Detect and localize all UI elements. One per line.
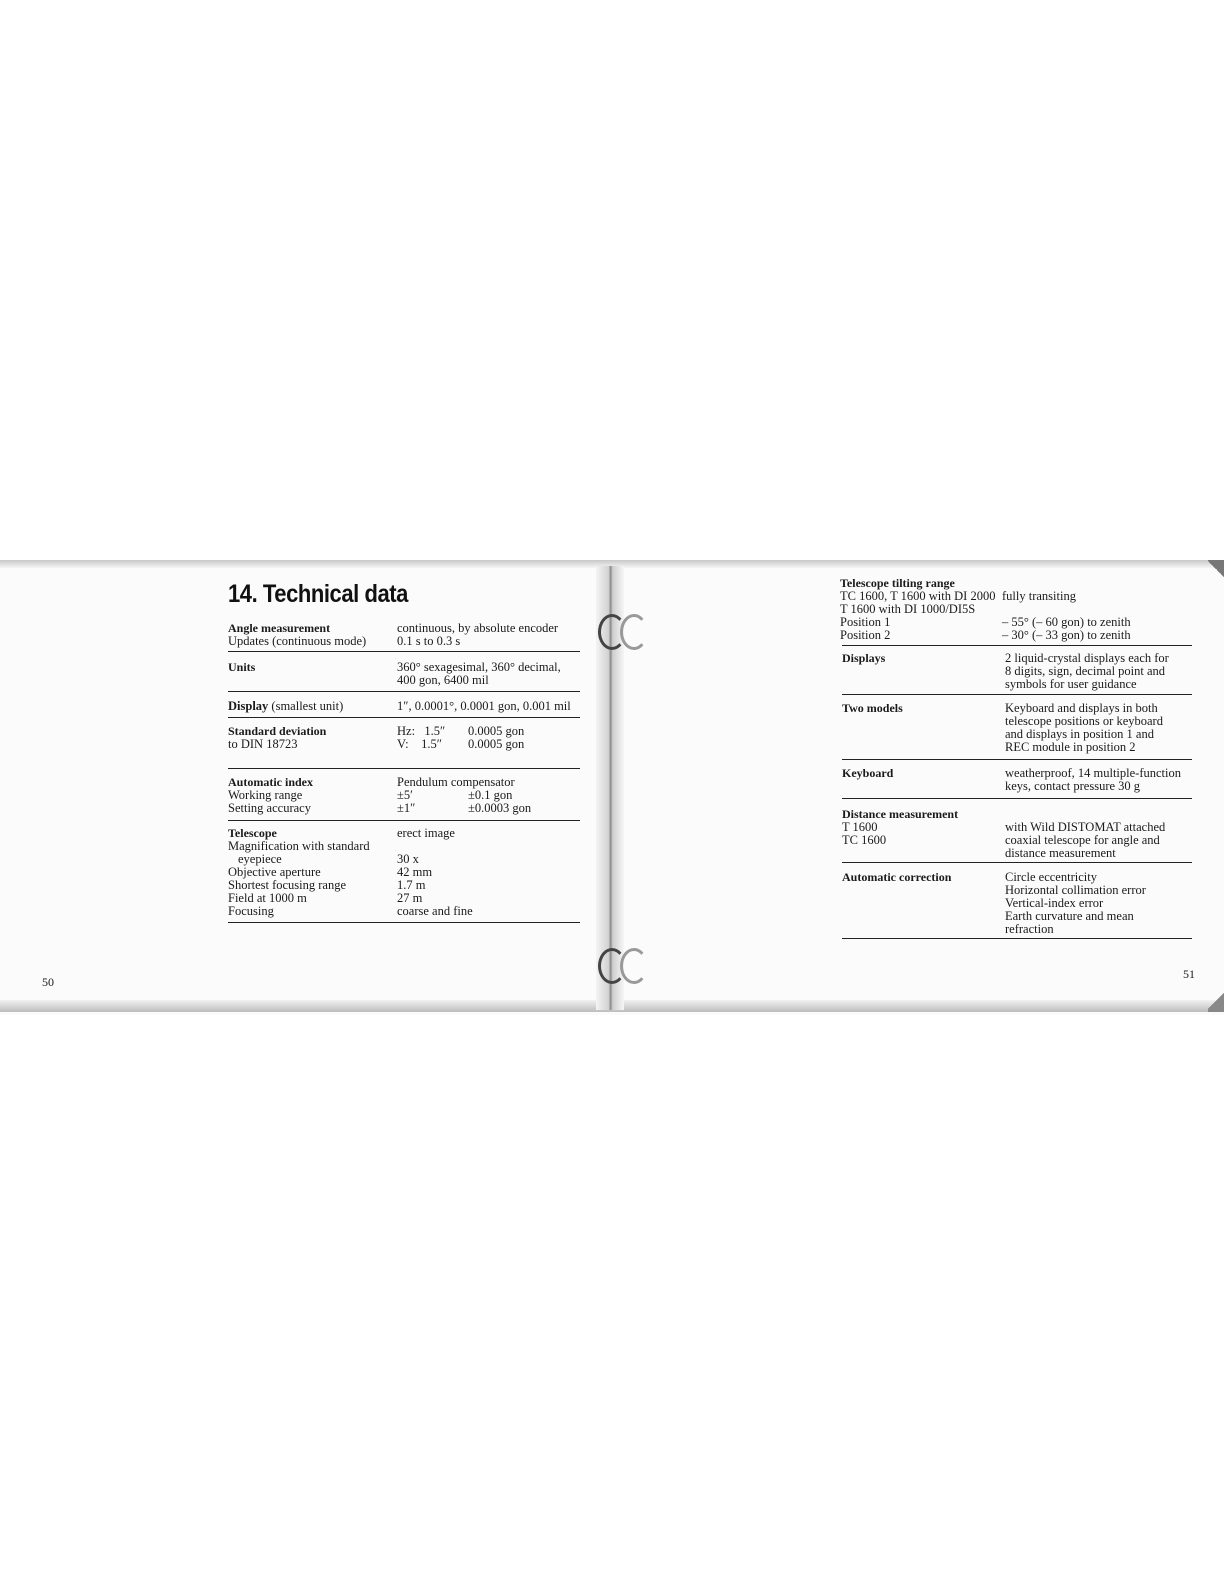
divider xyxy=(228,651,580,652)
spec-label xyxy=(228,700,343,713)
spec-value: V: 1.5″ xyxy=(397,737,442,751)
spec-value: with Wild DISTOMAT attached xyxy=(1005,820,1166,834)
spec-value: keys, contact pressure 30 g xyxy=(1005,779,1141,793)
spec-value: 1.7 m xyxy=(397,878,426,892)
spec-value: continuous, by absolute encoder xyxy=(397,621,559,635)
binder-ring-icon xyxy=(620,948,648,984)
page-title: 14. Technical data xyxy=(228,580,408,608)
spec-label: Position 2 xyxy=(840,628,891,642)
spec-value: 0.1 s to 0.3 s xyxy=(397,634,461,648)
spec-label: Two models xyxy=(842,701,903,715)
spec-value: distance measurement xyxy=(1005,846,1116,860)
spec-value: ±1″ xyxy=(397,801,416,815)
spec-value: 8 digits, sign, decimal point and xyxy=(1005,664,1166,678)
spec-label: Units xyxy=(228,660,256,674)
spec-label: Magnification with standard xyxy=(228,839,370,853)
divider xyxy=(842,694,1192,695)
spec-value: 27 m xyxy=(397,891,423,905)
divider xyxy=(228,691,580,692)
spec-label: Automatic index xyxy=(228,775,313,789)
spec-label: Shortest focusing range xyxy=(228,878,347,892)
spec-value: fully transiting xyxy=(1002,589,1076,603)
spec-value: Horizontal collimation error xyxy=(1005,883,1146,897)
spec-value: – 55° (– 60 gon) to zenith xyxy=(1002,615,1131,629)
spec-value: coaxial telescope for angle and xyxy=(1005,833,1160,847)
spec-label-rest: (smallest unit) xyxy=(268,699,344,713)
spec-value: symbols for user guidance xyxy=(1005,677,1137,691)
page-number-left: 50 xyxy=(42,975,54,989)
spec-label: TC 1600, T 1600 with DI 2000 xyxy=(840,589,996,603)
spec-value-secondary: ±0.1 gon xyxy=(468,788,513,802)
spec-value: 1″, 0.0001°, 0.0001 gon, 0.001 mil xyxy=(397,699,571,713)
page-corner xyxy=(1208,560,1224,578)
spec-label: Angle measurement xyxy=(228,621,331,635)
spec-value: Hz: 1.5″ xyxy=(397,724,446,738)
spec-label: Telescope xyxy=(228,826,277,840)
spec-value: refraction xyxy=(1005,922,1054,936)
divider xyxy=(842,645,1192,646)
spec-label: T 1600 xyxy=(842,820,878,834)
spec-label: Updates (continuous mode) xyxy=(228,634,367,648)
spec-value: Circle eccentricity xyxy=(1005,870,1097,884)
spec-value: 30 x xyxy=(397,852,419,866)
spec-label: Objective aperture xyxy=(228,865,321,879)
spec-label: Working range xyxy=(228,788,303,802)
spec-label-bold: Display xyxy=(228,699,269,713)
spec-label: Distance measurement xyxy=(842,807,959,821)
divider xyxy=(842,759,1192,760)
spec-value: ±5′ xyxy=(397,788,413,802)
spec-label: Displays xyxy=(842,651,886,665)
page-corner xyxy=(1208,990,1224,1012)
spec-value: Vertical-index error xyxy=(1005,896,1104,910)
spec-value: 400 gon, 6400 mil xyxy=(397,673,489,687)
spec-value: erect image xyxy=(397,826,455,840)
page-number-right: 51 xyxy=(1183,967,1195,981)
spec-label: Telescope tilting range xyxy=(840,576,955,590)
spec-value-secondary: 0.0005 gon xyxy=(468,737,525,751)
spec-value: 2 liquid-crystal displays each for xyxy=(1005,651,1169,665)
divider xyxy=(228,922,580,923)
spec-label: Automatic correction xyxy=(842,870,952,884)
spec-label: Standard deviation xyxy=(228,724,327,738)
spec-label: TC 1600 xyxy=(842,833,887,847)
spec-value: – 30° (– 33 gon) to zenith xyxy=(1002,628,1131,642)
spec-label: to DIN 18723 xyxy=(228,737,298,751)
spec-value: Earth curvature and mean xyxy=(1005,909,1134,923)
spec-value: weatherproof, 14 multiple-function xyxy=(1005,766,1181,780)
spec-label: Position 1 xyxy=(840,615,891,629)
spec-value: 360° sexagesimal, 360° decimal, xyxy=(397,660,561,674)
divider xyxy=(842,862,1192,863)
spec-value: Pendulum compensator xyxy=(397,775,515,789)
divider xyxy=(228,820,580,821)
binder-ring-icon xyxy=(620,614,648,650)
spec-label: Keyboard xyxy=(842,766,894,780)
spec-value: REC module in position 2 xyxy=(1005,740,1136,754)
divider xyxy=(228,768,580,769)
divider xyxy=(842,938,1192,939)
spec-label: Focusing xyxy=(228,904,274,918)
spec-value: telescope positions or keyboard xyxy=(1005,714,1163,728)
divider xyxy=(842,798,1192,799)
spec-value: 42 mm xyxy=(397,865,433,879)
spec-value-secondary: ±0.0003 gon xyxy=(468,801,532,815)
spec-value: Keyboard and displays in both xyxy=(1005,701,1158,715)
spec-label: eyepiece xyxy=(238,852,282,866)
spec-value: coarse and fine xyxy=(397,904,473,918)
spec-value-secondary: 0.0005 gon xyxy=(468,724,525,738)
spec-label: Setting accuracy xyxy=(228,801,311,815)
divider xyxy=(228,717,580,718)
spec-label: T 1600 with DI 1000/DI5S xyxy=(840,602,976,616)
spec-value: and displays in position 1 and xyxy=(1005,727,1154,741)
spec-label: Field at 1000 m xyxy=(228,891,307,905)
